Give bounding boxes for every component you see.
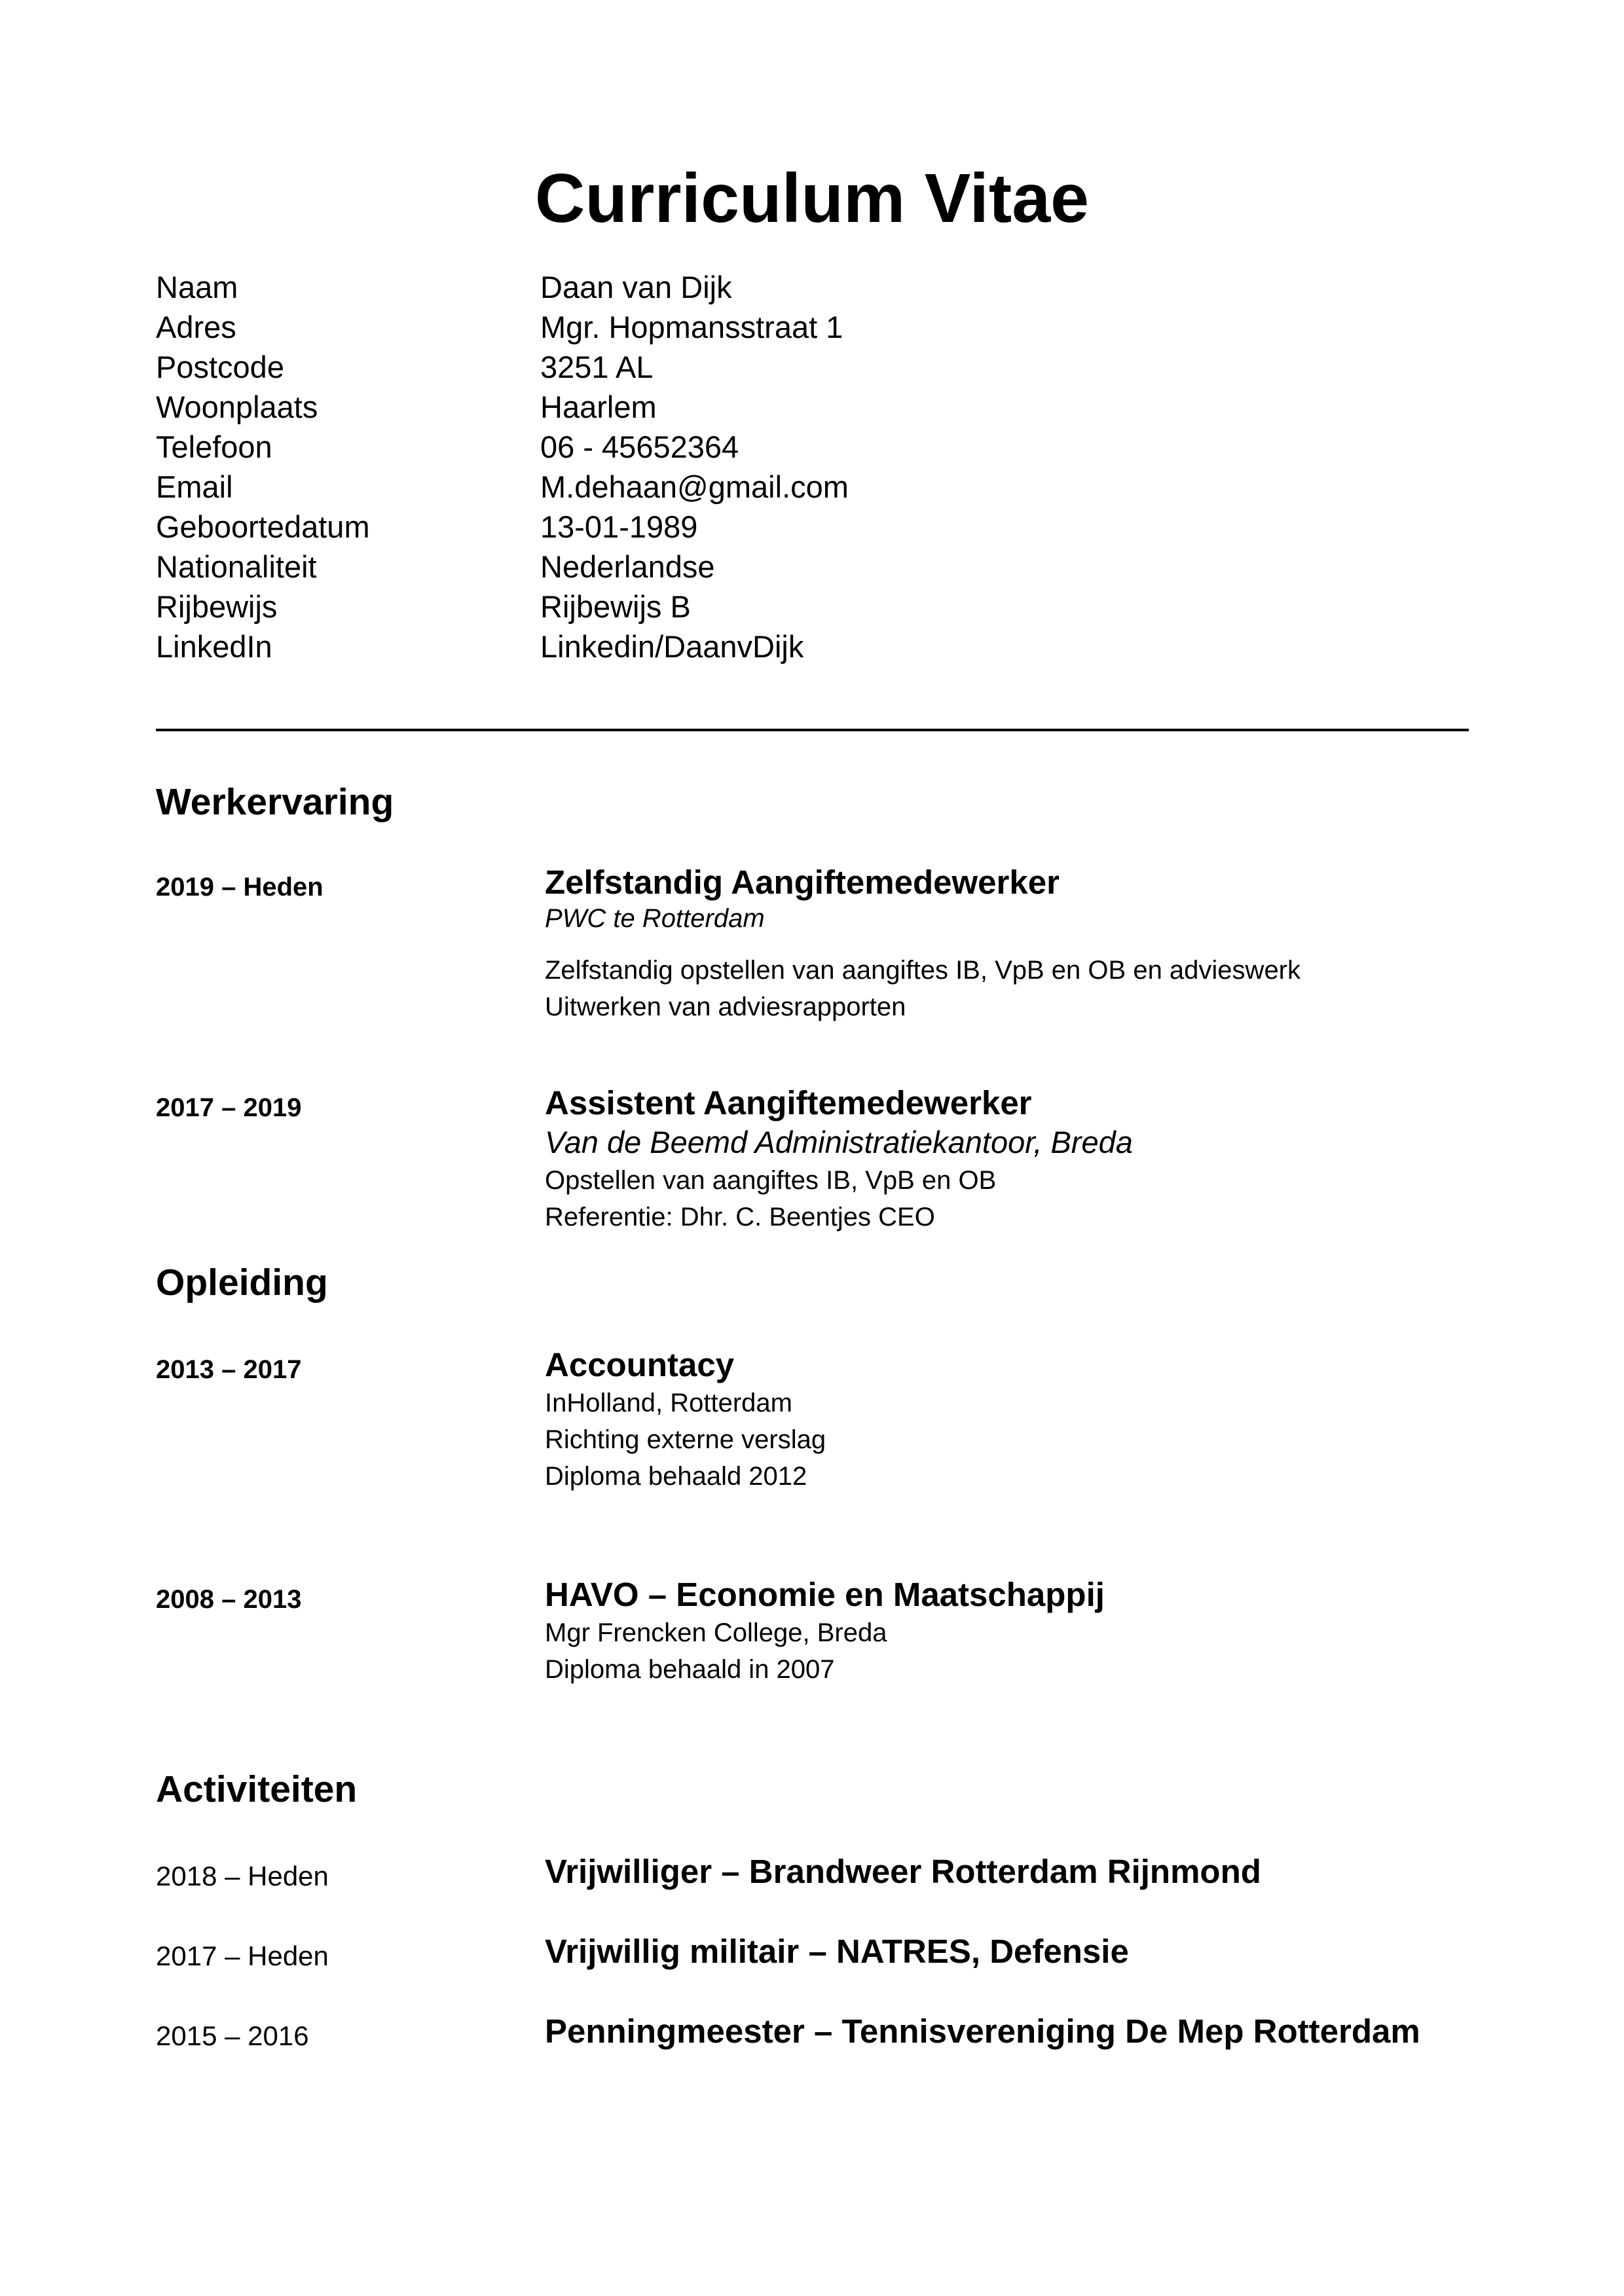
info-value: Linkedin/DaanvDijk (540, 629, 804, 664)
entry-company: Van de Beemd Administratiekantoor, Breda (545, 1125, 1133, 1159)
entry-title: Vrijwillig militair – NATRES, Defensie (545, 1933, 1129, 1970)
section-heading-opleiding: Opleiding (156, 1262, 328, 1303)
info-row-woonplaats (156, 387, 1007, 427)
entry-line: Diploma behaald in 2007 (545, 1655, 835, 1684)
entry-period: 2008 – 2013 (156, 1585, 302, 1614)
info-row-telefoon (156, 427, 1007, 467)
info-row-nationaliteit (156, 547, 1007, 587)
activity-entry (156, 1852, 1498, 1898)
entry-title: HAVO – Economie en Maatschappij (545, 1576, 1105, 1613)
entry-company: PWC te Rotterdam (545, 904, 765, 933)
entry-line: Diploma behaald 2012 (545, 1462, 807, 1491)
info-label: Adres (156, 310, 236, 344)
info-row-geboortedatum (156, 507, 1007, 547)
info-value: 3251 AL (540, 350, 654, 384)
activity-entry (156, 1932, 1498, 1978)
info-value: Rijbewijs B (540, 589, 691, 624)
info-label: Rijbewijs (156, 589, 278, 624)
info-label: Postcode (156, 350, 284, 384)
entry-title: Zelfstandig Aangiftemedewerker (545, 864, 1060, 901)
entry-title: Penningmeester – Tennisvereniging De Mep Rotterdam (545, 2013, 1420, 2050)
info-row-linkedin (156, 627, 1007, 666)
info-value: Mgr. Hopmansstraat 1 (540, 310, 843, 344)
info-value: Haarlem (540, 390, 657, 424)
info-label: Naam (156, 270, 238, 304)
info-label: Telefoon (156, 429, 272, 464)
divider-line (156, 729, 1469, 731)
info-row-naam (156, 267, 1007, 307)
info-label: Nationaliteit (156, 549, 317, 584)
entry-period: 2015 – 2016 (156, 2020, 309, 2051)
section-heading-werkervaring: Werkervaring (156, 781, 394, 823)
info-label: LinkedIn (156, 629, 272, 664)
activity-entry (156, 2012, 1498, 2058)
entry-line: Opstellen van aangiftes IB, VpB en OB (545, 1166, 997, 1195)
entry-period: 2013 – 2017 (156, 1355, 302, 1384)
entry-body (545, 1084, 1133, 1235)
entry-period: 2017 – 2019 (156, 1093, 302, 1122)
info-label: Geboortedatum (156, 509, 370, 544)
entry-line: Mgr Frencken College, Breda (545, 1618, 887, 1647)
entry-body (545, 1575, 1105, 1688)
info-label: Email (156, 469, 233, 504)
entry-body (545, 863, 1301, 1025)
entry-line: Zelfstandig opstellen van aangiftes IB, VpB en OB en advieswerk (545, 956, 1301, 985)
entry-line: InHolland, Rotterdam (545, 1389, 792, 1417)
entry-period: 2018 – Heden (156, 1861, 329, 1891)
info-value: Nederlandse (540, 549, 715, 584)
entry-title: Accountacy (545, 1346, 735, 1383)
page-title: Curriculum Vitae (534, 160, 1090, 237)
info-label: Woonplaats (156, 390, 318, 424)
entry-body (545, 1345, 826, 1495)
info-row-postcode (156, 347, 1007, 387)
entry-line: Uitwerken van adviesrapporten (545, 993, 906, 1021)
info-value: M.dehaan@gmail.com (540, 469, 849, 504)
entry-period: 2017 – Heden (156, 1941, 329, 1971)
info-value: 13-01-1989 (540, 509, 698, 544)
entry-title: Vrijwilliger – Brandweer Rotterdam Rijnmond (545, 1853, 1261, 1890)
info-row-email (156, 467, 1007, 507)
info-row-rijbewijs (156, 587, 1007, 627)
section-heading-activiteiten: Activiteiten (156, 1768, 358, 1810)
entry-line: Richting externe verslag (545, 1425, 826, 1454)
info-row-adres (156, 307, 1007, 347)
personal-info (156, 267, 1007, 666)
info-value: 06 - 45652364 (540, 429, 739, 464)
info-value: Daan van Dijk (540, 270, 732, 304)
entry-period: 2019 – Heden (156, 873, 323, 902)
entry-line: Referentie: Dhr. C. Beentjes CEO (545, 1203, 935, 1231)
entry-title: Assistent Aangiftemedewerker (545, 1084, 1032, 1121)
